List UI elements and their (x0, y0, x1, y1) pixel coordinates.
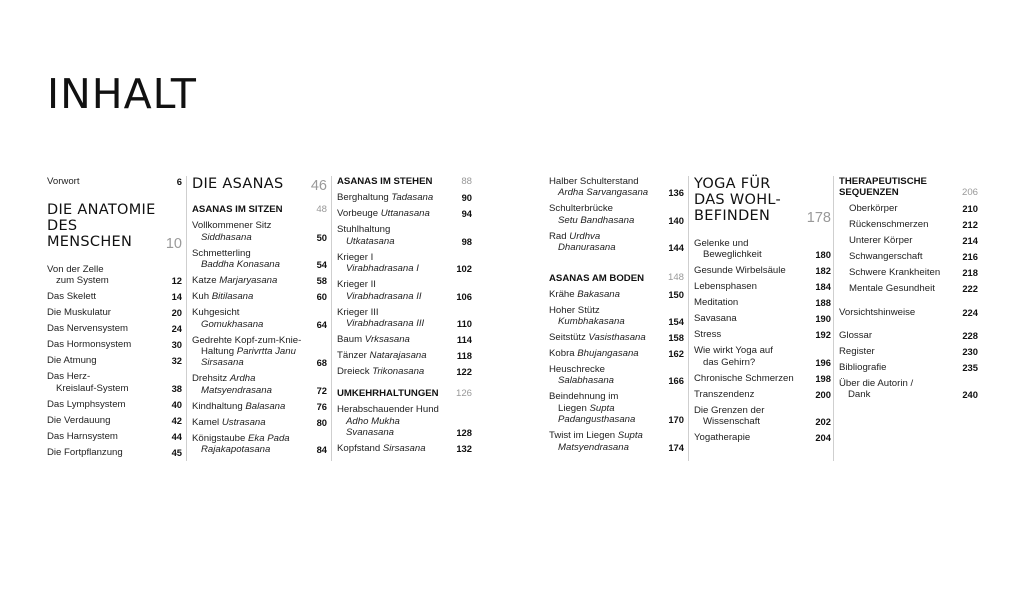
toc-entry[interactable]: Das Lymphsystem 40 (47, 398, 182, 410)
toc-entry[interactable]: Herabschauender Hund Adho Mukha Svanasana 128 (337, 404, 472, 439)
toc-entry[interactable]: Bibliografie 235 (839, 362, 978, 373)
toc-entry[interactable]: Dreieck Trikonasana 122 (337, 366, 472, 378)
toc-entry[interactable]: Heuschrecke Salabhasana 166 (549, 364, 684, 387)
toc-column-4 (549, 176, 684, 458)
toc-entry[interactable]: Schwangerschaft 216 (849, 251, 978, 262)
toc-entry[interactable]: Register 230 (839, 346, 978, 357)
toc-entry[interactable]: Kindhaltung Balasana 76 (192, 400, 327, 412)
toc-entry[interactable]: Über die Autorin / Dank 240 (839, 378, 978, 401)
toc-entry[interactable]: Transzendenz 200 (694, 388, 831, 400)
toc-entry[interactable]: Gedrehte Kopf-zum-Knie- Haltung Parivrtta Janu Sirsasana 68 (192, 334, 327, 369)
toc-entry[interactable]: Gelenke und Beweglichkeit 180 (694, 238, 831, 261)
toc-entry[interactable]: Tänzer Natarajasana 118 (337, 350, 472, 362)
toc-entry[interactable]: Hoher Stütz Kumbhakasana 154 (549, 304, 684, 328)
subsection-heading[interactable]: ASANAS IM STEHEN 88 (337, 176, 472, 188)
toc-entry[interactable]: Kamel Ustrasana 80 (192, 416, 327, 428)
toc-entry[interactable]: Mentale Gesundheit 222 (849, 283, 978, 294)
toc-entry[interactable]: Twist im Liegen Supta Matsyendrasana 174 (549, 430, 684, 453)
toc-entry[interactable]: Das Hormonsystem 30 (47, 339, 182, 351)
toc-column-6 (833, 176, 978, 461)
toc-entry[interactable]: Die Atmung 32 (47, 355, 182, 367)
toc-entry[interactable]: Vollkommener Sitz Siddhasana 50 (192, 220, 327, 243)
toc-entry[interactable]: Vorsichtshinweise 224 (839, 307, 978, 318)
toc-entry[interactable]: Die Grenzen der Wissenschaft 202 (694, 404, 831, 428)
toc-entry[interactable]: Meditation 188 (694, 297, 831, 309)
toc-entry[interactable]: Chronische Schmerzen 198 (694, 372, 831, 384)
toc-entry[interactable]: Kuhgesicht Gomukhasana 64 (192, 307, 327, 330)
toc-entry[interactable]: Krieger III Virabhadrasana III 110 (337, 306, 472, 330)
toc-entry[interactable]: Kobra Bhujangasana 162 (549, 348, 684, 360)
toc-entry[interactable]: Halber Schulterstand Ardha Sarvangasana 136 (549, 176, 684, 199)
subsection-heading[interactable]: ASANAS AM BODEN 148 (549, 272, 684, 284)
toc-entry[interactable]: Krieger I Virabhadrasana I 102 (337, 251, 472, 275)
toc-entry[interactable]: Krieger II Virabhadrasana II 106 (337, 279, 472, 302)
toc-entry[interactable]: Die Fortpflanzung 45 (47, 446, 182, 458)
toc-column-1 (47, 176, 182, 463)
toc-entry[interactable]: Das Herz- Kreislauf-System 38 (47, 371, 182, 394)
toc-entry[interactable]: Vorbeuge Uttanasana 94 (337, 208, 472, 220)
toc-entry[interactable]: Königstaube Eka Pada Rajakapotasana 84 (192, 432, 327, 456)
toc-entry[interactable]: Das Skelett 14 (47, 291, 182, 303)
toc-entry[interactable]: Vorwort 6 (47, 176, 182, 187)
toc-entry[interactable]: Von der Zelle zum System 12 (47, 264, 182, 287)
toc-entry[interactable]: Kopfstand Sirsasana 132 (337, 443, 472, 455)
toc-entry[interactable]: Das Harnsystem 44 (47, 430, 182, 442)
toc-column-5 (688, 176, 831, 461)
toc-entry[interactable]: Gesunde Wirbelsäule 182 (694, 265, 831, 277)
toc-entry[interactable]: Stuhlhaltung Utkatasana 98 (337, 224, 472, 247)
toc-entry[interactable]: Beindehnung im Liegen Supta Padangusthasana 170 (549, 391, 684, 426)
toc-entry[interactable]: Berghaltung Tadasana 90 (337, 192, 472, 204)
toc-entry[interactable]: Die Verdauung 42 (47, 414, 182, 426)
toc-entry[interactable]: Katze Marjaryasana 58 (192, 275, 327, 287)
toc-entry[interactable]: Glossar 228 (839, 330, 978, 341)
section-heading-asanas[interactable]: DIE ASANAS 46 (192, 176, 327, 194)
toc-entry[interactable]: Krähe Bakasana 150 (549, 288, 684, 300)
toc-entry[interactable]: Yogatherapie 204 (694, 432, 831, 444)
subsection-heading[interactable]: ASANAS IM SITZEN 48 (192, 204, 327, 216)
section-heading-wohlbefinden[interactable]: YOGA FÜR DAS WOHL- BEFINDEN 178 (694, 176, 831, 226)
toc-entry[interactable]: Stress 192 (694, 329, 831, 341)
toc-entry[interactable]: Drehsitz Ardha Matsyendrasana 72 (192, 373, 327, 396)
toc-entry[interactable]: Seitstütz Vasisthasana 158 (549, 332, 684, 344)
toc-entry[interactable]: Unterer Körper 214 (849, 235, 978, 246)
toc-entry[interactable]: Rückenschmerzen 212 (849, 219, 978, 230)
toc-entry[interactable]: Das Nervensystem 24 (47, 323, 182, 335)
toc-entry[interactable]: Schulterbrücke Setu Bandhasana 140 (549, 203, 684, 226)
toc-entry[interactable]: Wie wirkt Yoga auf das Gehirn? 196 (694, 345, 831, 368)
page-title: INHALT (47, 70, 197, 118)
toc-entry[interactable]: Kuh Bitilasana 60 (192, 291, 327, 303)
toc-column-2 (186, 176, 327, 461)
toc-entry[interactable]: Schmetterling Baddha Konasana 54 (192, 247, 327, 271)
toc-column-3 (331, 176, 472, 461)
toc-entry[interactable]: Schwere Krankheiten 218 (849, 267, 978, 278)
toc-entry[interactable]: Die Muskulatur 20 (47, 307, 182, 319)
toc-entry[interactable]: Baum Vrksasana 114 (337, 334, 472, 346)
section-heading-anatomie[interactable]: DIE ANATOMIE DES MENSCHEN 10 (47, 202, 182, 252)
subsection-heading[interactable]: UMKEHRHALTUNGEN 126 (337, 388, 472, 400)
toc-entry[interactable]: Oberkörper 210 (849, 203, 978, 214)
toc-entry[interactable]: Rad Urdhva Dhanurasana 144 (549, 230, 684, 254)
toc-entry[interactable]: Savasana 190 (694, 313, 831, 325)
toc-entry[interactable]: Lebensphasen 184 (694, 281, 831, 293)
subsection-heading[interactable]: THERAPEUTISCHE SEQUENZEN 206 (839, 176, 978, 198)
